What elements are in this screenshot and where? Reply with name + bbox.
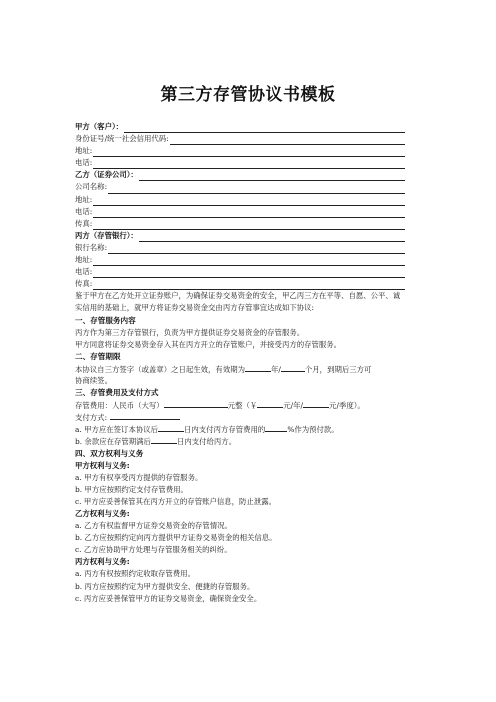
section-1-paragraph-1: 丙方作为第三方存管银行，负责为甲方提供证券交易资金的存管服务。 bbox=[75, 327, 305, 337]
party-c-heading: 丙方（存管银行）： bbox=[75, 230, 138, 240]
party-a-phone-label: 电话: bbox=[75, 158, 93, 168]
fee-amount-blank[interactable] bbox=[257, 399, 283, 408]
party-b-fax-label: 传真: bbox=[75, 218, 93, 228]
party-c-phone-label: 电话: bbox=[75, 267, 93, 277]
party-b-address-line bbox=[75, 194, 405, 206]
fee-text-c: 元/年/ bbox=[283, 401, 304, 411]
party-c-name-line bbox=[75, 242, 405, 254]
payment-b-days-blank[interactable] bbox=[151, 435, 177, 444]
preamble-paragraph: 鉴于甲方在乙方处开立证券账户，为确保证券交易资金的安全，甲乙丙三方在平等、自愿、公平、诚实信用的基础上，就甲方将证券交易资金交由丙方存管事宜达成如下协议: bbox=[75, 291, 401, 313]
fee-line bbox=[75, 399, 405, 411]
party-b-address-label: 地址: bbox=[75, 194, 93, 204]
party-c-address-line bbox=[75, 254, 405, 266]
party-c-fax-label: 传真: bbox=[75, 279, 93, 289]
term-text-b: 年/ bbox=[271, 364, 281, 374]
party-b-name-line bbox=[75, 181, 405, 193]
party-b-fax-line bbox=[75, 218, 405, 230]
party-b-phone-line bbox=[75, 206, 405, 218]
document-body bbox=[75, 121, 405, 605]
section-2-term-line-2: 协商续签。 bbox=[75, 375, 112, 385]
party-b-rights-item: b. 乙方应按照约定向丙方提供甲方证券交易资金的相关信息。 bbox=[75, 533, 277, 543]
party-b-rights-heading: 乙方权利与义务: bbox=[75, 509, 130, 518]
section-1-paragraph-2: 甲方同意将证券交易资金存入其在丙方开立的存管账户，并接受丙方的存管服务。 bbox=[75, 339, 342, 349]
fee-text-b: 元整（￥ bbox=[227, 401, 258, 411]
payment-a-text-2: 日内支付丙方存管费用的 bbox=[184, 425, 266, 435]
section-2-heading: 二、存管期限 bbox=[75, 351, 121, 361]
party-c-blank[interactable] bbox=[139, 232, 405, 242]
party-a-name-blank[interactable] bbox=[124, 123, 405, 133]
payment-a-text-1: a. 甲方应在签订本协议后 bbox=[75, 425, 159, 435]
party-b-heading: 乙方（证券公司）： bbox=[75, 170, 138, 180]
term-years-blank[interactable] bbox=[245, 363, 271, 372]
party-c-fax-line bbox=[75, 278, 405, 290]
party-b-rights-item: a. 乙方有权监督甲方证券交易资金的存管情况。 bbox=[75, 521, 232, 531]
party-b-address-blank[interactable] bbox=[93, 196, 405, 206]
payment-b-text-1: b. 余款应在存管期满后 bbox=[75, 437, 151, 447]
fee-quarterly-blank[interactable] bbox=[303, 399, 329, 408]
section-2-term-line bbox=[75, 363, 405, 375]
payment-a-text-3: %作为预付款。 bbox=[287, 425, 339, 435]
party-a-rights-heading: 甲方权利与义务: bbox=[75, 460, 130, 470]
party-b-blank[interactable] bbox=[139, 171, 405, 181]
payment-method-label: 支付方式: bbox=[75, 413, 108, 423]
party-c-rights-heading: 丙方权利与义务: bbox=[75, 557, 130, 567]
party-b-rights-item: c. 乙方应协助甲方处理与存管服务相关的纠纷。 bbox=[75, 545, 232, 555]
party-c-address-label: 地址: bbox=[75, 255, 93, 265]
party-c-rights-item: a. 丙方有权按照约定收取存管费用。 bbox=[75, 569, 195, 579]
party-a-heading-line bbox=[75, 121, 405, 133]
party-a-address-line bbox=[75, 145, 405, 157]
party-b-phone-blank[interactable] bbox=[93, 208, 405, 218]
payment-item-a bbox=[75, 423, 405, 435]
document-title: 第三方存管协议书模板 bbox=[160, 85, 336, 105]
payment-b-text-2: 日内支付给丙方。 bbox=[176, 437, 237, 447]
party-a-id-label: 身份证号/统一社会信用代码: bbox=[75, 134, 169, 144]
party-a-rights-item: c. 甲方应妥善保管其在丙方开立的存管账户信息，防止泄露。 bbox=[75, 496, 276, 506]
party-b-phone-label: 电话: bbox=[75, 206, 93, 216]
section-3-heading: 三、存管费用及支付方式 bbox=[75, 388, 159, 398]
term-text-c: 个月，到期后三方可 bbox=[304, 364, 372, 374]
party-a-heading: 甲方（客户）： bbox=[75, 122, 124, 131]
party-a-address-label: 地址: bbox=[75, 146, 93, 156]
party-c-heading-line bbox=[75, 230, 405, 242]
payment-a-percent-blank[interactable] bbox=[265, 423, 287, 432]
party-b-fax-blank[interactable] bbox=[93, 220, 405, 230]
party-c-name-label: 银行名称: bbox=[75, 242, 108, 252]
party-b-name-blank[interactable] bbox=[108, 184, 405, 194]
party-a-phone-line bbox=[75, 157, 405, 169]
section-1-heading: 一、存管服务内容 bbox=[75, 315, 136, 325]
party-a-id-blank[interactable] bbox=[170, 135, 405, 145]
party-c-rights-item: b. 丙方应按照约定为甲方提供安全、便捷的存管服务。 bbox=[75, 581, 255, 591]
party-a-phone-blank[interactable] bbox=[93, 159, 405, 169]
payment-item-b bbox=[75, 435, 405, 447]
party-c-name-blank[interactable] bbox=[108, 244, 405, 254]
party-c-rights-item: c. 丙方应妥善保管甲方的证券交易资金，确保资金安全。 bbox=[75, 593, 262, 603]
party-a-address-blank[interactable] bbox=[93, 147, 405, 157]
term-text-a: 本协议自三方签字（或盖章）之日起生效，有效期为 bbox=[75, 364, 245, 374]
payment-method-blank[interactable] bbox=[110, 411, 180, 420]
party-c-address-blank[interactable] bbox=[93, 256, 405, 266]
fee-amount-words-blank[interactable] bbox=[164, 399, 228, 408]
section-4-heading: 四、双方权利与义务 bbox=[75, 448, 144, 458]
party-c-fax-blank[interactable] bbox=[93, 280, 405, 290]
payment-a-days-blank[interactable] bbox=[158, 423, 184, 432]
party-c-phone-blank[interactable] bbox=[93, 268, 405, 278]
party-b-heading-line bbox=[75, 169, 405, 181]
term-months-blank[interactable] bbox=[281, 363, 305, 372]
payment-method-line bbox=[75, 411, 405, 423]
party-a-rights-item: b. 甲方应按照约定支付存管费用。 bbox=[75, 484, 188, 494]
fee-text-a: 存管费用：人民币（大写） bbox=[75, 401, 164, 411]
fee-text-d: 元/季度）。 bbox=[329, 401, 365, 411]
party-a-rights-item: a. 甲方有权享受丙方提供的存管服务。 bbox=[75, 472, 203, 482]
party-c-phone-line bbox=[75, 266, 405, 278]
party-a-id-line bbox=[75, 133, 405, 145]
party-b-name-label: 公司名称: bbox=[75, 182, 108, 192]
